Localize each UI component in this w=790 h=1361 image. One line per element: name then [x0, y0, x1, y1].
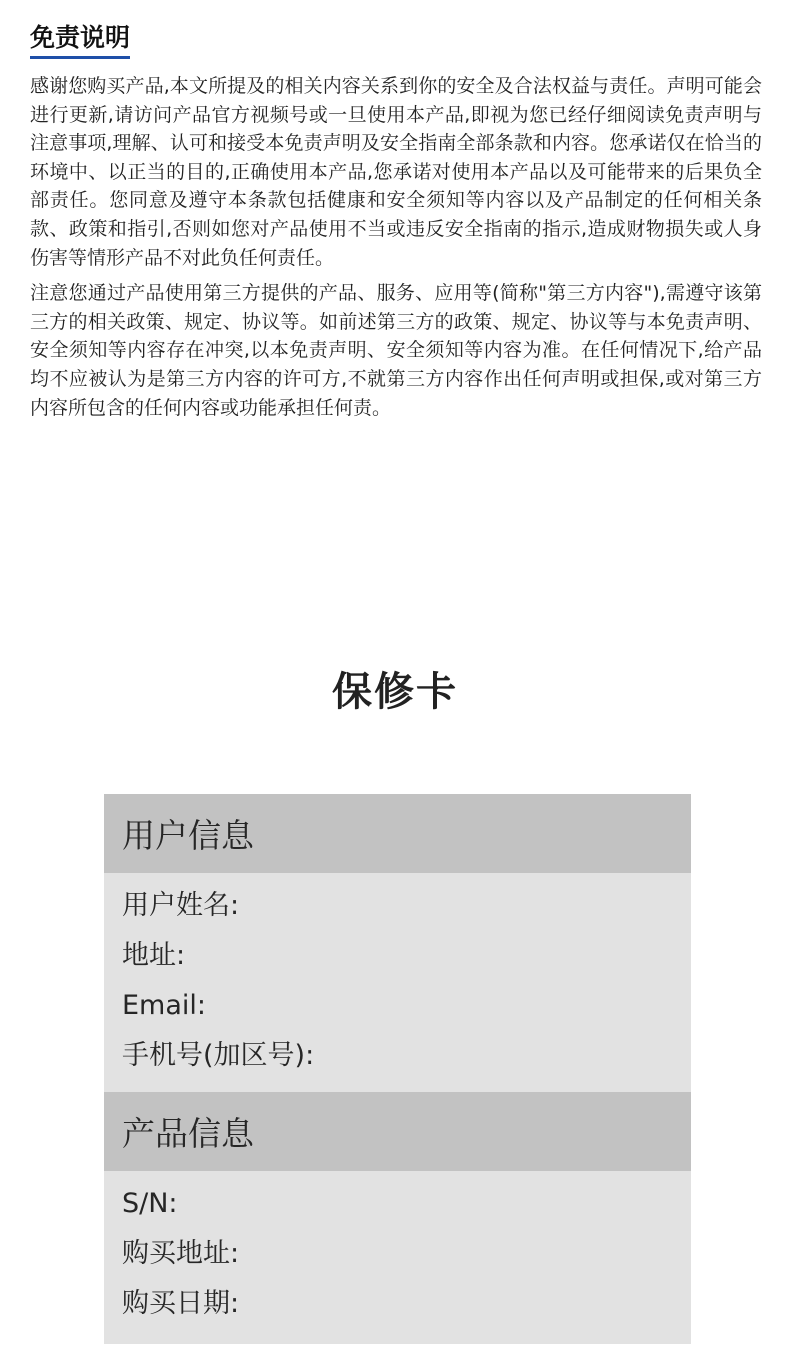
disclaimer-body [30, 72, 762, 429]
phone-field: 手机号(加区号): [122, 1040, 315, 1071]
user-name-field: 用户姓名: [122, 890, 240, 921]
disclaimer-paragraph: 感谢您购买产品,本文所提及的相关内容关系到你的安全及合法权益与责任。声明可能会进行更新,请访问产品官方视频号或一旦使用本产品,即视为您已经仔细阅读免责声明与注意事项,理解、认可和接受本免责声明及安全指南全部条款和内容。您承诺仅在恰当的环境中、以正当的目的,正确使用本产品,您承诺对使用本产品以及可能带来的后果负全部责任。您同意及遵守本条款包括健康和安全须知等内容以及产品制定的任何相关条款、政策和指引,否则如您对产品使用不当或违反安全指南的指示,造成财物损失或人身伤害等情形产品不对此负任何责任。 [30, 75, 762, 269]
product-info-fields [104, 1171, 691, 1344]
warranty-card [104, 794, 691, 1344]
purchase-date-field: 购买日期: [122, 1288, 240, 1319]
purchase-location-field: 购买地址: [122, 1238, 240, 1269]
email-field: Email: [122, 990, 207, 1021]
warranty-card-title: 保修卡 [332, 669, 458, 715]
user-info-header: 用户信息 [104, 794, 691, 873]
serial-number-field: S/N: [122, 1188, 178, 1219]
user-info-fields [104, 873, 691, 1092]
disclaimer-title: 免责说明 [30, 20, 130, 59]
product-info-header: 产品信息 [104, 1092, 691, 1171]
address-field: 地址: [122, 940, 186, 971]
disclaimer-paragraph: 注意您通过产品使用第三方提供的产品、服务、应用等(简称"第三方内容"),需遵守该第三方的相关政策、规定、协议等。如前述第三方的政策、规定、协议等与本免责声明、安全须知等内容存在冲突,以本免责声明、安全须知等内容为准。在任何情况下,给产品均不应被认为是第三方内容的许可方,不就第三方内容作出任何声明或担保,或对第三方内容所包含的任何内容或功能承担任何责。 [30, 282, 762, 419]
